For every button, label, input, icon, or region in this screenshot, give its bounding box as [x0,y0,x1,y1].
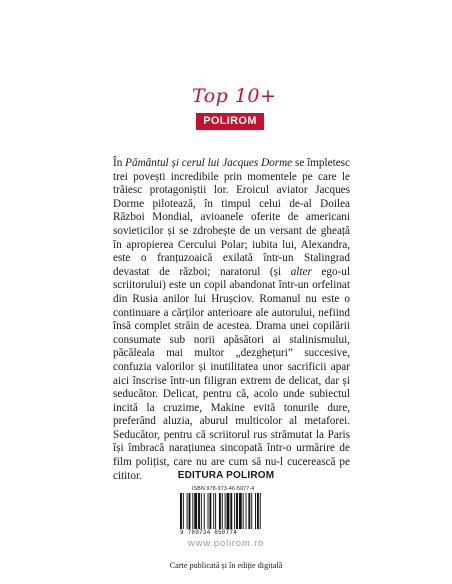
barcode-bar [230,493,232,529]
blurb-paragraph [113,157,350,483]
barcode-bar [189,493,191,529]
barcode-bar [213,493,214,529]
barcode-bar [219,493,221,529]
barcode-bar [192,493,193,529]
barcode-bar [225,493,226,529]
blurb-text-3: ego-ul scriitorului) este un copil abandonat într-un orfelinat din Rusia anilor lui Hrușciov. Romanul nu este o continuare a cărților anterioare ale autorului, nefiind însă complet străin de acestea. Drama unei copilării consumate sub norii apăsători ai stalinismului, păcăleala mai multor „dezghețuri” succesive, confuzia valorilor și inutilitatea unor sacrificii apar aici înscrise într-un filigran extrem de delicat, dar și seducător. Delicat, pentru că, acolo unde subiectul incită la cruzime, Makine evită tonurile dure, preferând aluzia, aburul multicolor al metaforei. Seducător, pentru că scriitorul rus strămutat la Paris își îmbracă narațiunea sincopată într-o urmărire de film polițist, care nu are cum să nu-l cucerească pe cititor. [113,265,350,482]
publisher-imprint: EDITURA POLIROM [177,470,275,481]
barcode-bar [201,493,202,529]
blurb-text-2: se împletesc trei povești incredibile prin momentele pe care le trăiesc protagoniștii lor. Eroicul aviator Jacques Dorme pilotează, în timpul celui de-al Doilea Război Mondial, avioanele oferite de americani sovieticilor și se zdrobește de un versant de gheață în apropierea Cercului Polar; iubita lui, Alexandra, este o franțuzoaică exilată într-un Stalingrad devastat de război; naratorul (și [113,157,350,278]
barcode-bar [222,493,223,529]
isbn-barcode-block [178,486,282,538]
barcode-bar [180,493,182,529]
barcode-bar [215,493,216,529]
barcode-bar [260,493,261,529]
digital-edition-note: Carte publicată și în ediție digitală [169,561,283,570]
alter-italic: alter [290,265,312,278]
barcode-bar [204,493,205,529]
barcode-digits: 9 789734 650774 [180,529,238,536]
publisher-website: www.polirom.ro [187,538,265,549]
barcode-bar [246,493,247,529]
barcode-bar [227,493,230,529]
series-logo-top10: Top 10+ [192,85,277,107]
isbn-label: ISBN 978-973-46-5077-4 [192,486,255,492]
barcode-icon [178,493,282,529]
back-cover-blurb [113,157,350,483]
barcode-bar [183,493,184,529]
barcode-bar [209,493,211,529]
barcode-bar [236,493,238,529]
barcode-bar [248,493,250,529]
barcode-bar [257,493,259,529]
barcode-bar [194,493,197,529]
publisher-badge: POLIROM [196,113,264,130]
book-title-italic: Pământul și cerul lui Jacques Dorme [125,157,293,169]
barcode-bar [234,493,235,529]
barcode-bar [251,493,252,529]
barcode-bar [208,493,209,529]
barcode-bar [187,493,188,529]
barcode-bar [255,493,256,529]
blurb-text-1: În [113,157,126,169]
barcode-bar [243,493,244,529]
barcode-bar [239,493,242,529]
barcode-bar [198,493,200,529]
